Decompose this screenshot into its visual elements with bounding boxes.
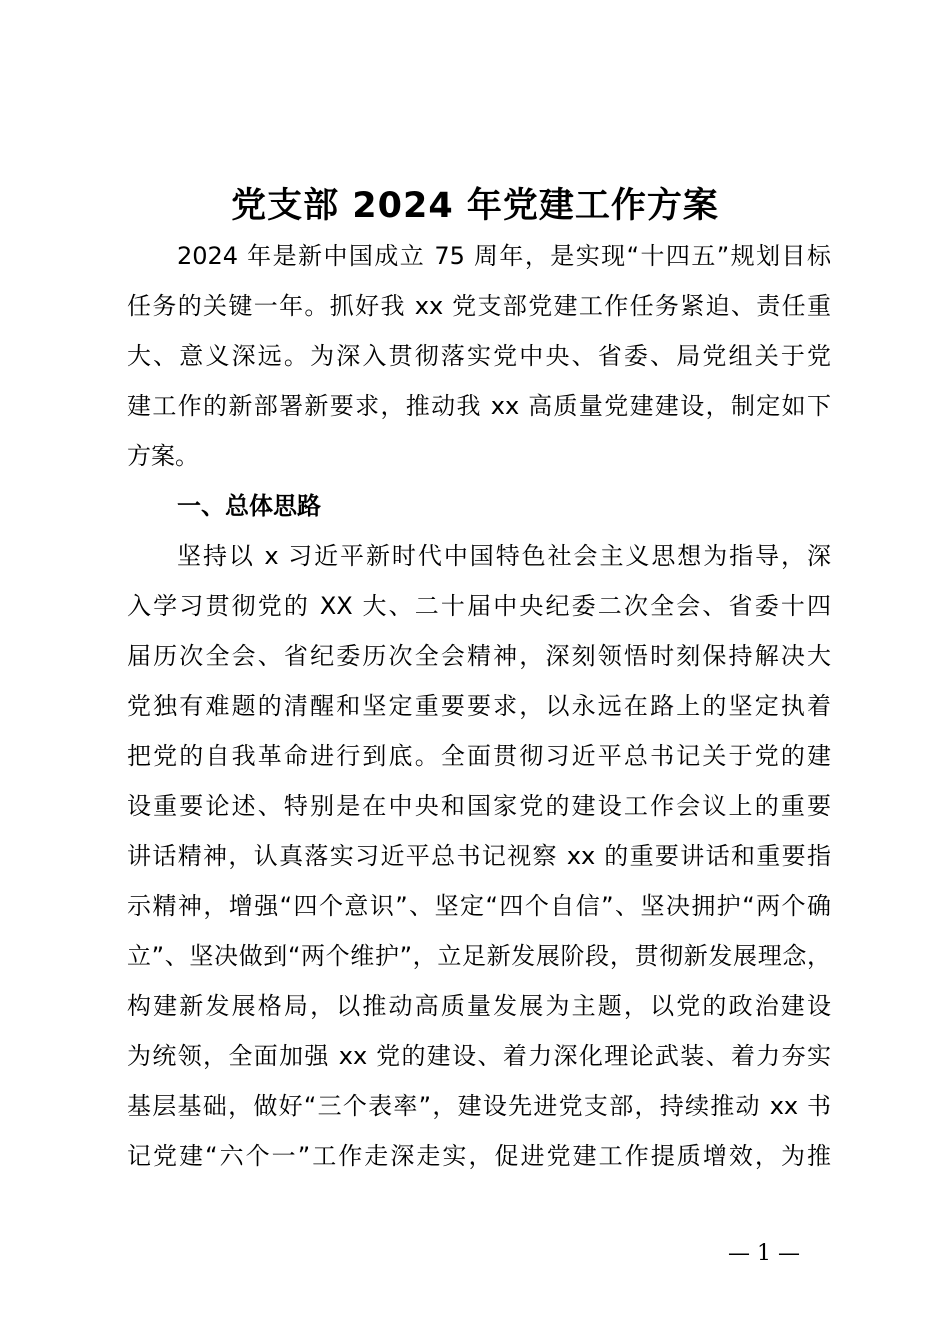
paragraph-line: 基层基础，做好“三个表率”，建设先进党支部，持续推动 xx 书 bbox=[127, 1092, 831, 1120]
document-title: 党支部 2024 年党建工作方案 bbox=[231, 186, 719, 226]
paragraph-line: 讲话精神，认真落实习近平总书记视察 xx 的重要讲话和重要指 bbox=[127, 842, 831, 870]
paragraph-line: 方案。 bbox=[127, 442, 199, 470]
paragraph-line: 设重要论述、特别是在中央和国家党的建设工作会议上的重要 bbox=[127, 792, 831, 820]
paragraph-line: 为统领，全面加强 xx 党的建设、着力深化理论武装、着力夯实 bbox=[127, 1042, 831, 1070]
page-number: — 1 — bbox=[728, 1241, 800, 1266]
section-heading-block bbox=[127, 481, 831, 531]
paragraph-line: 入学习贯彻党的 XX 大、二十届中央纪委二次全会、省委十四 bbox=[127, 592, 831, 620]
section-paragraph bbox=[127, 531, 831, 1181]
paragraph-line: 任务的关键一年。抓好我 xx 党支部党建工作任务紧迫、责任重 bbox=[127, 292, 831, 320]
paragraph-line: 构建新发展格局，以推动高质量发展为主题，以党的政治建设 bbox=[127, 992, 831, 1020]
intro-paragraph bbox=[127, 231, 831, 481]
section-heading: 一、总体思路 bbox=[177, 492, 321, 520]
paragraph-line: 建工作的新部署新要求，推动我 xx 高质量党建建设，制定如下 bbox=[127, 392, 831, 420]
paragraph-line: 届历次全会、省纪委历次全会精神，深刻领悟时刻保持解决大 bbox=[127, 642, 831, 670]
paragraph-line: 坚持以 x 习近平新时代中国特色社会主义思想为指导，深 bbox=[177, 542, 831, 570]
paragraph-line: 2024 年是新中国成立 75 周年，是实现“十四五”规划目标 bbox=[177, 242, 831, 270]
paragraph-line: 党独有难题的清醒和坚定重要要求，以永远在路上的坚定执着 bbox=[127, 692, 831, 720]
paragraph-line: 立”、坚决做到“两个维护”，立足新发展阶段，贯彻新发展理念， bbox=[127, 942, 831, 970]
paragraph-line: 示精神，增强“四个意识”、坚定“四个自信”、坚决拥护“两个确 bbox=[127, 892, 831, 920]
paragraph-line: 记党建“六个一”工作走深走实，促进党建工作提质增效，为推 bbox=[127, 1142, 831, 1170]
page-number-footer bbox=[0, 1236, 950, 1272]
paragraph-line: 把党的自我革命进行到底。全面贯彻习近平总书记关于党的建 bbox=[127, 742, 831, 770]
paragraph-line: 大、意义深远。为深入贯彻落实党中央、省委、局党组关于党 bbox=[127, 342, 831, 370]
